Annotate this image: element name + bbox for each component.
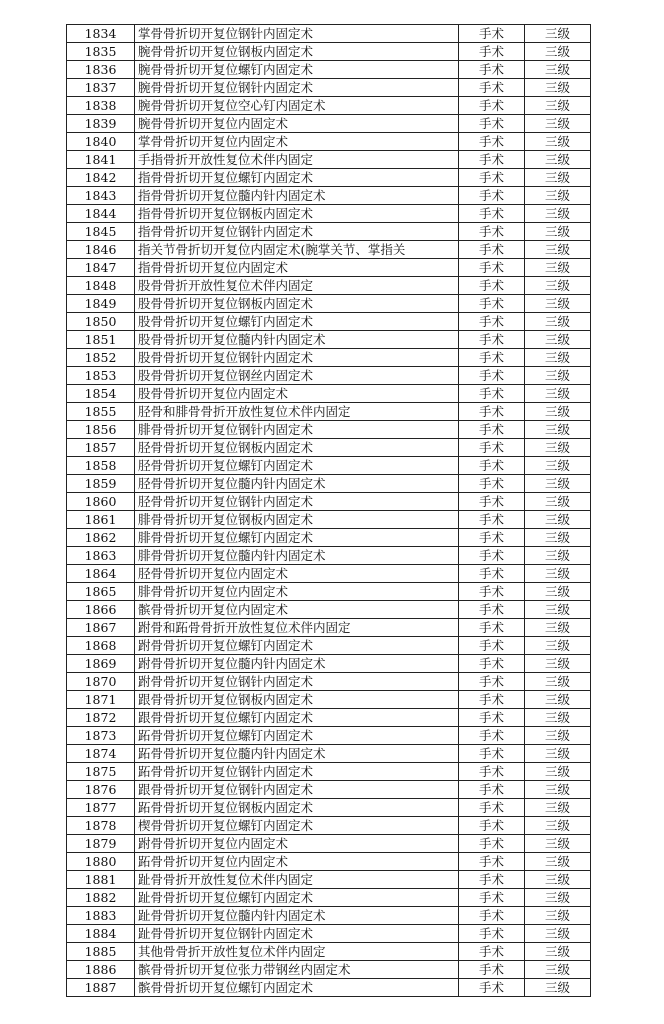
procedure-type: 手术 [459,961,525,979]
procedure-type: 手术 [459,871,525,889]
table-row [67,637,591,655]
procedure-name: 趾骨骨折开放性复位术伴内固定 [135,871,459,889]
procedure-level: 三级 [525,673,591,691]
table-row [67,169,591,187]
procedure-type: 手术 [459,421,525,439]
procedure-name: 指骨骨折切开复位螺钉内固定术 [135,169,459,187]
procedure-level: 三级 [525,277,591,295]
procedure-type: 手术 [459,601,525,619]
procedure-type: 手术 [459,709,525,727]
procedure-type: 手术 [459,943,525,961]
procedure-name: 跗骨和跖骨骨折开放性复位术伴内固定 [135,619,459,637]
procedure-level: 三级 [525,745,591,763]
table-row [67,511,591,529]
procedure-type: 手术 [459,799,525,817]
table-row [67,727,591,745]
procedure-name: 股骨骨折切开复位钢针内固定术 [135,349,459,367]
procedure-type: 手术 [459,547,525,565]
procedure-type: 手术 [459,97,525,115]
procedure-level: 三级 [525,979,591,997]
procedure-type: 手术 [459,781,525,799]
procedure-level: 三级 [525,637,591,655]
table-row [67,889,591,907]
procedure-name: 股骨骨折切开复位螺钉内固定术 [135,313,459,331]
procedure-name: 髌骨骨折切开复位螺钉内固定术 [135,979,459,997]
table-row [67,799,591,817]
procedure-level: 三级 [525,313,591,331]
row-number: 1870 [67,673,135,691]
procedure-name: 股骨骨折切开复位钢板内固定术 [135,295,459,313]
table-row [67,421,591,439]
table-row [67,151,591,169]
procedure-level: 三级 [525,421,591,439]
procedure-type: 手术 [459,745,525,763]
procedure-name: 髌骨骨折切开复位张力带钢丝内固定术 [135,961,459,979]
row-number: 1864 [67,565,135,583]
row-number: 1882 [67,889,135,907]
procedure-level: 三级 [525,547,591,565]
row-number: 1850 [67,313,135,331]
row-number: 1875 [67,763,135,781]
procedure-type: 手术 [459,889,525,907]
procedure-name: 腕骨骨折切开复位螺钉内固定术 [135,61,459,79]
procedure-level: 三级 [525,961,591,979]
procedure-type: 手术 [459,367,525,385]
row-number: 1858 [67,457,135,475]
procedure-level: 三级 [525,565,591,583]
procedure-type: 手术 [459,673,525,691]
table-row [67,673,591,691]
procedure-type: 手术 [459,205,525,223]
procedure-level: 三级 [525,691,591,709]
table-row [67,385,591,403]
table-row [67,709,591,727]
row-number: 1885 [67,943,135,961]
procedure-name: 腓骨骨折切开复位内固定术 [135,583,459,601]
procedure-type: 手术 [459,133,525,151]
procedure-name: 腕骨骨折切开复位钢板内固定术 [135,43,459,61]
row-number: 1868 [67,637,135,655]
procedure-type: 手术 [459,565,525,583]
procedure-type: 手术 [459,511,525,529]
row-number: 1855 [67,403,135,421]
procedure-type: 手术 [459,115,525,133]
table-row [67,655,591,673]
procedure-level: 三级 [525,25,591,43]
procedure-level: 三级 [525,331,591,349]
procedure-type: 手术 [459,61,525,79]
procedure-level: 三级 [525,943,591,961]
procedure-level: 三级 [525,403,591,421]
procedure-level: 三级 [525,169,591,187]
procedure-type: 手术 [459,439,525,457]
procedure-name: 腓骨骨折切开复位钢板内固定术 [135,511,459,529]
procedure-type: 手术 [459,349,525,367]
row-number: 1880 [67,853,135,871]
table-row [67,277,591,295]
procedure-name: 股骨骨折切开复位髓内针内固定术 [135,331,459,349]
row-number: 1853 [67,367,135,385]
table-row [67,835,591,853]
row-number: 1836 [67,61,135,79]
procedure-type: 手术 [459,727,525,745]
procedure-name: 髌骨骨折切开复位内固定术 [135,601,459,619]
procedure-name: 股骨骨折切开复位钢丝内固定术 [135,367,459,385]
table-row [67,817,591,835]
procedure-type: 手术 [459,313,525,331]
row-number: 1843 [67,187,135,205]
row-number: 1849 [67,295,135,313]
procedure-type: 手术 [459,295,525,313]
row-number: 1841 [67,151,135,169]
procedure-level: 三级 [525,907,591,925]
procedure-name: 腕骨骨折切开复位钢针内固定术 [135,79,459,97]
row-number: 1869 [67,655,135,673]
procedure-type: 手术 [459,529,525,547]
procedure-name: 趾骨骨折切开复位钢针内固定术 [135,925,459,943]
procedure-name: 腓骨骨折切开复位螺钉内固定术 [135,529,459,547]
procedure-type: 手术 [459,493,525,511]
procedure-level: 三级 [525,601,591,619]
procedure-name: 跟骨骨折切开复位钢针内固定术 [135,781,459,799]
procedure-type: 手术 [459,223,525,241]
table-row [67,61,591,79]
procedure-level: 三级 [525,511,591,529]
procedure-level: 三级 [525,799,591,817]
row-number: 1838 [67,97,135,115]
table-row [67,691,591,709]
procedure-level: 三级 [525,619,591,637]
table-row [67,943,591,961]
procedure-name: 胫骨和腓骨骨折开放性复位术伴内固定 [135,403,459,421]
table-row [67,853,591,871]
procedure-name: 指骨骨折切开复位内固定术 [135,259,459,277]
row-number: 1851 [67,331,135,349]
procedure-level: 三级 [525,79,591,97]
procedure-level: 三级 [525,763,591,781]
procedure-name: 跖骨骨折切开复位钢板内固定术 [135,799,459,817]
row-number: 1848 [67,277,135,295]
row-number: 1878 [67,817,135,835]
row-number: 1845 [67,223,135,241]
procedure-level: 三级 [525,871,591,889]
row-number: 1865 [67,583,135,601]
table-row [67,601,591,619]
row-number: 1834 [67,25,135,43]
table-row [67,439,591,457]
row-number: 1862 [67,529,135,547]
procedure-type: 手术 [459,331,525,349]
procedure-level: 三级 [525,475,591,493]
table-row [67,907,591,925]
procedure-level: 三级 [525,259,591,277]
procedure-name: 跗骨骨折切开复位钢针内固定术 [135,673,459,691]
procedure-type: 手术 [459,979,525,997]
procedure-name: 腕骨骨折切开复位内固定术 [135,115,459,133]
procedure-name: 指骨骨折切开复位钢针内固定术 [135,223,459,241]
table-row [67,259,591,277]
table-row [67,205,591,223]
table-row [67,619,591,637]
procedure-type: 手术 [459,763,525,781]
procedure-level: 三级 [525,61,591,79]
procedure-level: 三级 [525,781,591,799]
table-row [67,961,591,979]
row-number: 1879 [67,835,135,853]
procedure-level: 三级 [525,817,591,835]
table-row [67,529,591,547]
procedure-type: 手术 [459,385,525,403]
procedure-level: 三级 [525,727,591,745]
row-number: 1852 [67,349,135,367]
table-row [67,25,591,43]
procedure-level: 三级 [525,457,591,475]
procedure-level: 三级 [525,367,591,385]
procedure-name: 胫骨骨折切开复位髓内针内固定术 [135,475,459,493]
row-number: 1835 [67,43,135,61]
table-row [67,223,591,241]
procedure-level: 三级 [525,529,591,547]
procedure-level: 三级 [525,241,591,259]
procedure-name: 趾骨骨折切开复位髓内针内固定术 [135,907,459,925]
procedure-name: 跖骨骨折切开复位内固定术 [135,853,459,871]
procedure-name: 胫骨骨折切开复位钢板内固定术 [135,439,459,457]
table-row [67,979,591,997]
procedure-type: 手术 [459,655,525,673]
procedure-type: 手术 [459,277,525,295]
procedure-name: 股骨骨折开放性复位术伴内固定 [135,277,459,295]
procedure-name: 跟骨骨折切开复位螺钉内固定术 [135,709,459,727]
procedure-type: 手术 [459,637,525,655]
table-row [67,43,591,61]
procedure-type: 手术 [459,79,525,97]
row-number: 1876 [67,781,135,799]
procedure-name: 腕骨骨折切开复位空心钉内固定术 [135,97,459,115]
table-row [67,295,591,313]
table-row [67,187,591,205]
procedure-name: 跖骨骨折切开复位螺钉内固定术 [135,727,459,745]
row-number: 1866 [67,601,135,619]
procedure-name: 趾骨骨折切开复位螺钉内固定术 [135,889,459,907]
procedure-level: 三级 [525,115,591,133]
procedure-name: 腓骨骨折切开复位钢针内固定术 [135,421,459,439]
procedure-level: 三级 [525,187,591,205]
procedure-name: 指骨骨折切开复位钢板内固定术 [135,205,459,223]
table-row [67,115,591,133]
procedure-name: 其他骨骨折开放性复位术伴内固定 [135,943,459,961]
procedure-type: 手术 [459,907,525,925]
procedure-name: 胫骨骨折切开复位内固定术 [135,565,459,583]
procedure-type: 手术 [459,817,525,835]
procedure-name: 掌骨骨折切开复位内固定术 [135,133,459,151]
procedure-type: 手术 [459,43,525,61]
procedure-name: 胫骨骨折切开复位螺钉内固定术 [135,457,459,475]
table-row [67,331,591,349]
table-row [67,79,591,97]
procedure-level: 三级 [525,835,591,853]
procedure-name: 股骨骨折切开复位内固定术 [135,385,459,403]
procedure-type: 手术 [459,475,525,493]
row-number: 1857 [67,439,135,457]
procedure-type: 手术 [459,853,525,871]
table-row [67,781,591,799]
row-number: 1842 [67,169,135,187]
row-number: 1839 [67,115,135,133]
procedure-name: 跟骨骨折切开复位钢板内固定术 [135,691,459,709]
procedure-type: 手术 [459,169,525,187]
procedure-name: 楔骨骨折切开复位螺钉内固定术 [135,817,459,835]
row-number: 1877 [67,799,135,817]
procedure-name: 跗骨骨折切开复位螺钉内固定术 [135,637,459,655]
procedure-type: 手术 [459,583,525,601]
procedure-type: 手术 [459,835,525,853]
procedure-level: 三级 [525,655,591,673]
procedure-level: 三级 [525,709,591,727]
row-number: 1887 [67,979,135,997]
table-row [67,475,591,493]
procedure-level: 三级 [525,133,591,151]
procedure-name: 跖骨骨折切开复位钢针内固定术 [135,763,459,781]
procedure-type: 手术 [459,619,525,637]
row-number: 1860 [67,493,135,511]
procedure-name: 胫骨骨折切开复位钢针内固定术 [135,493,459,511]
row-number: 1873 [67,727,135,745]
procedure-name: 掌骨骨折切开复位钢针内固定术 [135,25,459,43]
procedure-level: 三级 [525,97,591,115]
procedure-level: 三级 [525,223,591,241]
table-row [67,745,591,763]
procedure-level: 三级 [525,205,591,223]
procedure-level: 三级 [525,295,591,313]
procedure-level: 三级 [525,583,591,601]
row-number: 1859 [67,475,135,493]
procedure-level: 三级 [525,151,591,169]
row-number: 1863 [67,547,135,565]
table-row [67,493,591,511]
row-number: 1872 [67,709,135,727]
procedure-name: 腓骨骨折切开复位髓内针内固定术 [135,547,459,565]
procedure-type: 手术 [459,151,525,169]
procedure-level: 三级 [525,385,591,403]
procedure-type: 手术 [459,25,525,43]
procedure-name: 指关节骨折切开复位内固定术(腕掌关节、掌指关 [135,241,459,259]
table-row [67,925,591,943]
table-row [67,97,591,115]
table-row [67,133,591,151]
row-number: 1867 [67,619,135,637]
row-number: 1871 [67,691,135,709]
procedure-table [66,24,591,997]
procedure-type: 手术 [459,457,525,475]
procedure-name: 跗骨骨折切开复位内固定术 [135,835,459,853]
row-number: 1881 [67,871,135,889]
row-number: 1856 [67,421,135,439]
procedure-type: 手术 [459,241,525,259]
procedure-level: 三级 [525,43,591,61]
table-row [67,583,591,601]
procedure-type: 手术 [459,403,525,421]
procedure-level: 三级 [525,889,591,907]
row-number: 1840 [67,133,135,151]
row-number: 1837 [67,79,135,97]
table-row [67,565,591,583]
procedure-type: 手术 [459,259,525,277]
table-row [67,403,591,421]
procedure-table-body [67,25,591,997]
procedure-type: 手术 [459,691,525,709]
row-number: 1886 [67,961,135,979]
table-row [67,763,591,781]
table-row [67,457,591,475]
procedure-name: 手指骨折开放性复位术伴内固定 [135,151,459,169]
row-number: 1861 [67,511,135,529]
table-row [67,547,591,565]
procedure-level: 三级 [525,439,591,457]
procedure-level: 三级 [525,349,591,367]
procedure-name: 跗骨骨折切开复位髓内针内固定术 [135,655,459,673]
row-number: 1846 [67,241,135,259]
row-number: 1854 [67,385,135,403]
table-row [67,313,591,331]
table-row [67,871,591,889]
row-number: 1847 [67,259,135,277]
row-number: 1883 [67,907,135,925]
row-number: 1884 [67,925,135,943]
procedure-type: 手术 [459,187,525,205]
procedure-level: 三级 [525,853,591,871]
table-row [67,241,591,259]
procedure-level: 三级 [525,925,591,943]
table-row [67,349,591,367]
table-row [67,367,591,385]
procedure-level: 三级 [525,493,591,511]
row-number: 1844 [67,205,135,223]
row-number: 1874 [67,745,135,763]
procedure-type: 手术 [459,925,525,943]
procedure-name: 指骨骨折切开复位髓内针内固定术 [135,187,459,205]
procedure-name: 跖骨骨折切开复位髓内针内固定术 [135,745,459,763]
